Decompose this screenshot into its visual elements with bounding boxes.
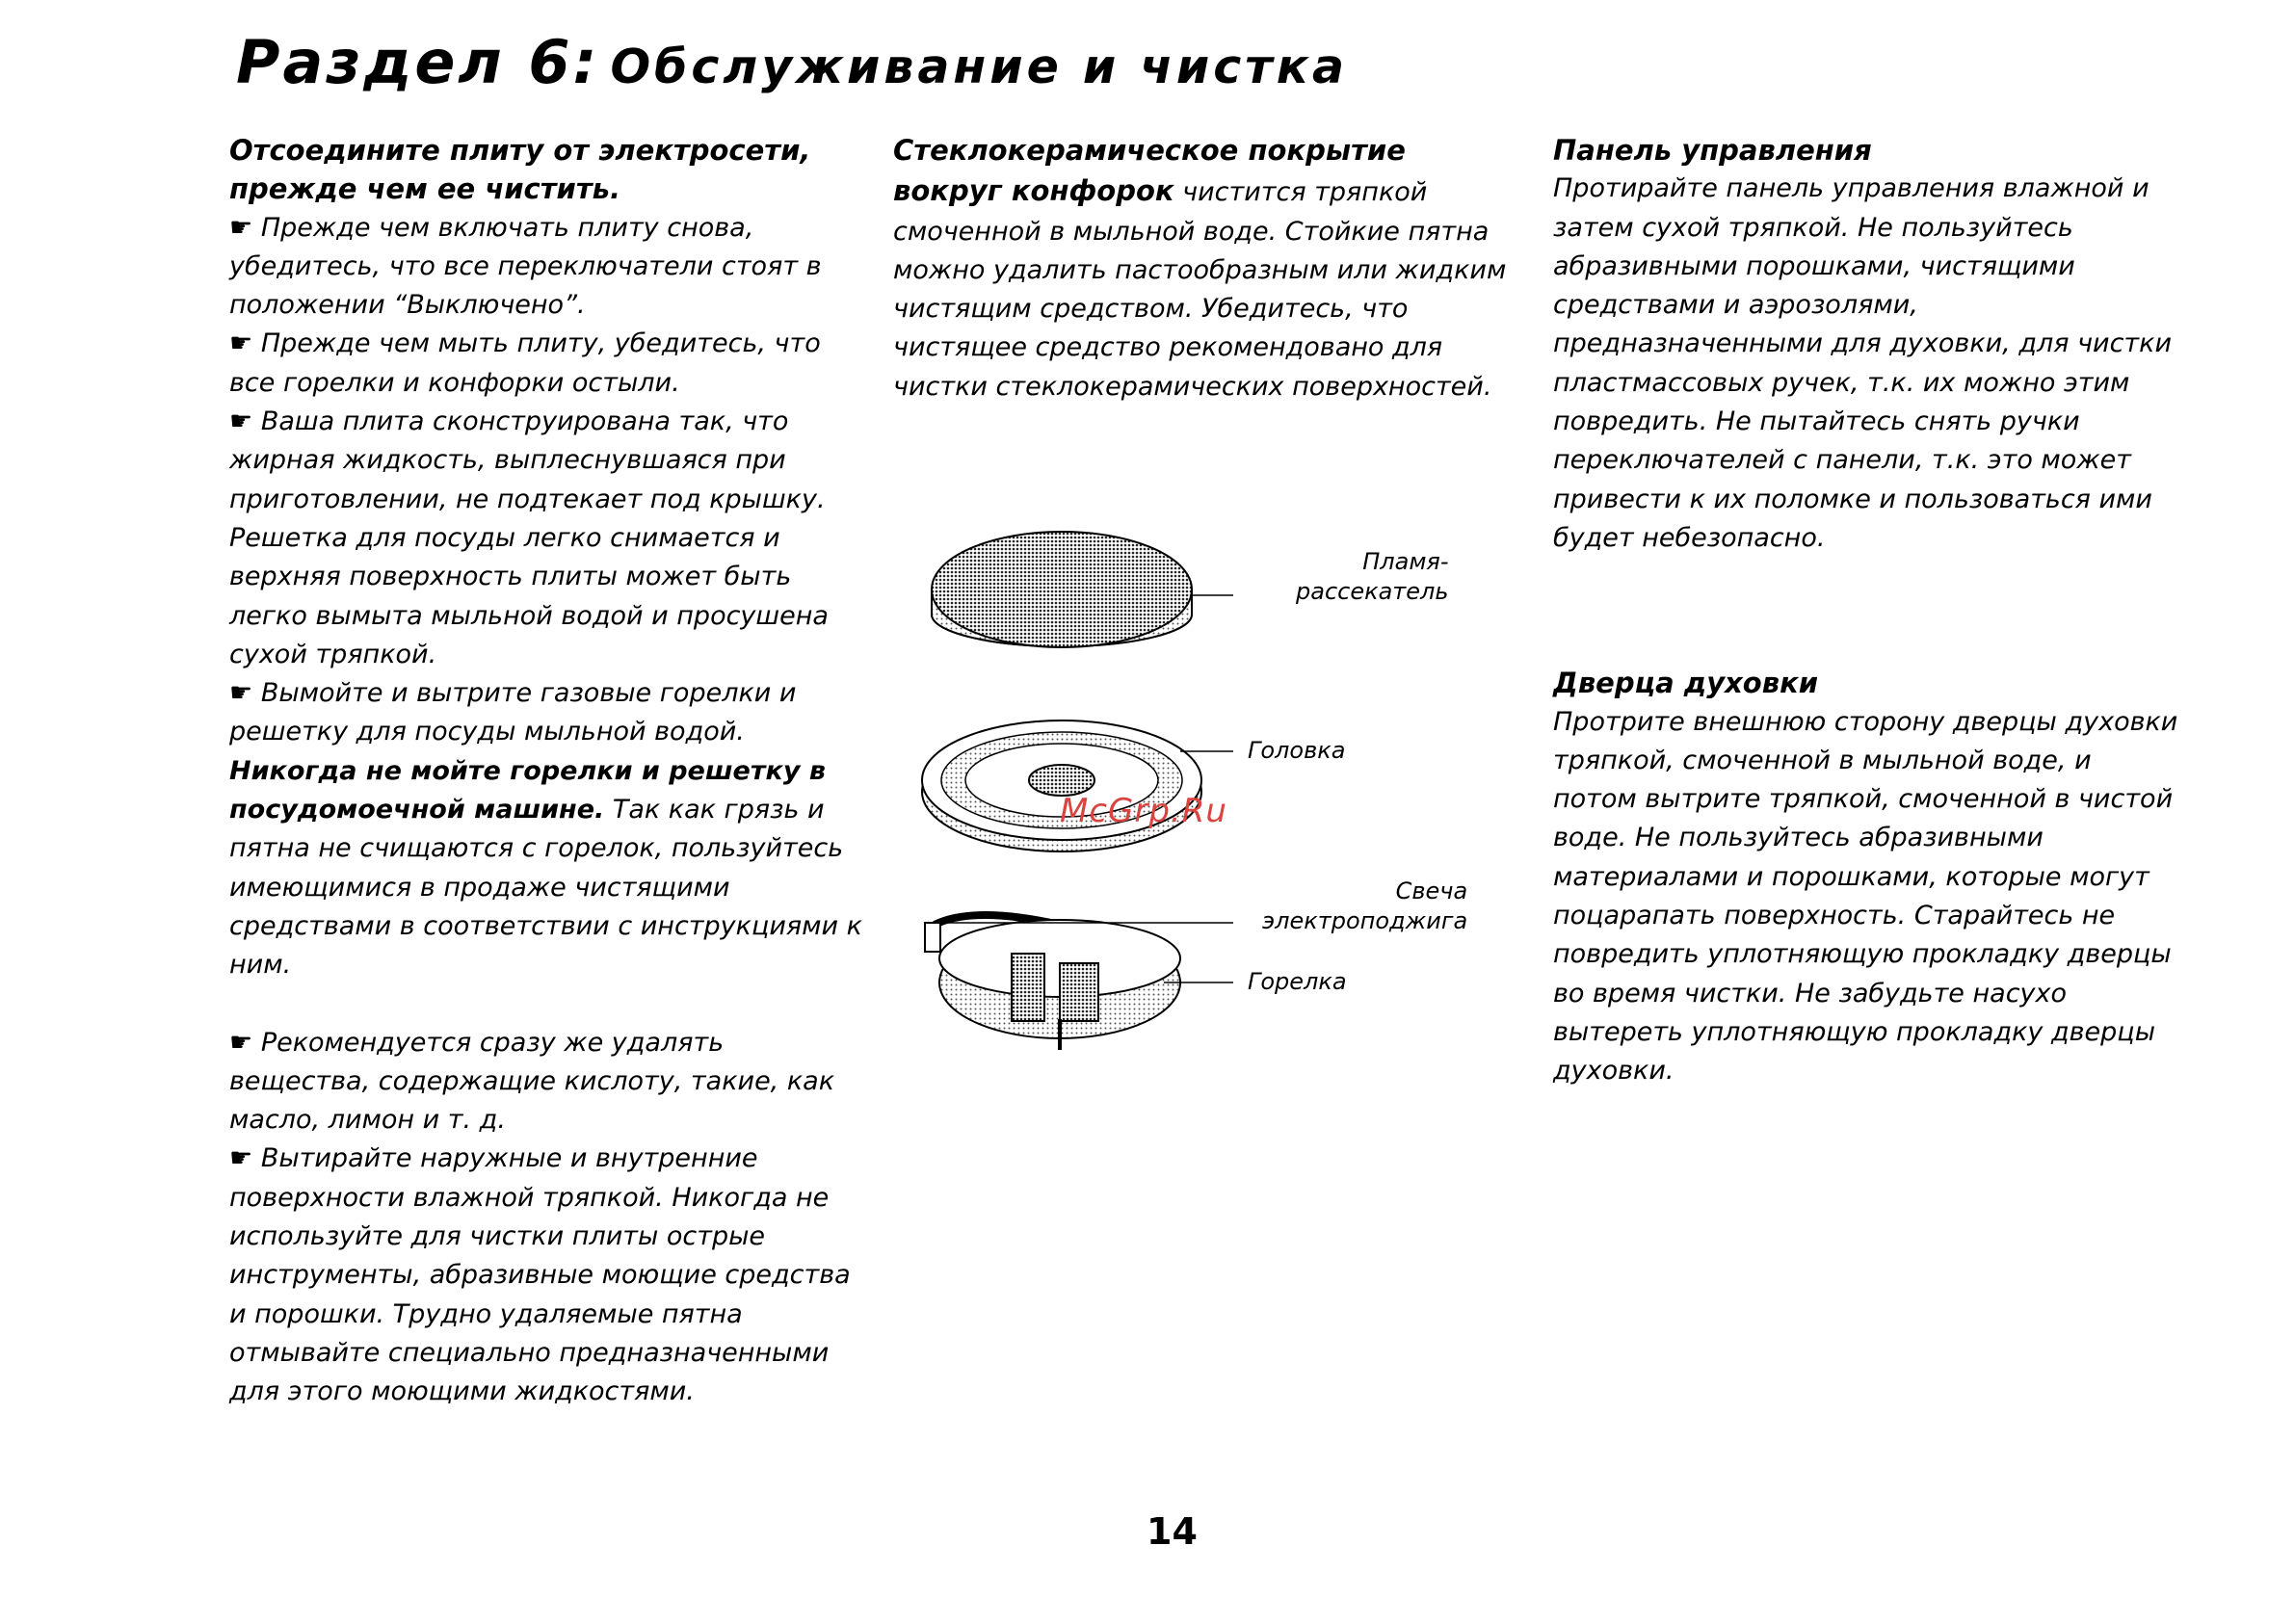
bullet-paragraph: ☛ Ваша плита сконструирована так, что жирная жидкость, выплеснувшаяся при приготовлении, не подтекает под крышку. Решетка для посуды легко снимается и верхняя поверхность плиты может быть легко вымыта мыльной водой и просушена сухой тряпкой.	[229, 406, 829, 669]
hand-pointing-icon: ☛	[229, 678, 253, 709]
left-column	[229, 131, 865, 1412]
head-label: Головка	[1248, 737, 1346, 764]
panel-heading: Панель управления	[1553, 134, 1872, 167]
page-number: 14	[1147, 1510, 1198, 1553]
burner-diagram	[915, 520, 1493, 1060]
bullet-paragraph: ☛ Прежде чем включать плиту снова, убедитесь, что все переключатели стоят в положении “Выключено”.	[229, 212, 822, 321]
bullet-paragraph: ☛ Рекомендуется сразу же удалять вещества, содержащие кислоту, такие, как масло, лимон и т. д.	[229, 1027, 835, 1136]
left-heading: Отсоедините плиту от электросети, прежде чем ее чистить.	[229, 134, 811, 206]
right-column	[1553, 131, 2179, 1091]
watermark: McGrp.Ru	[1060, 792, 1227, 830]
bullet-paragraph: ☛ Прежде чем мыть плиту, убедитесь, что все горелки и конфорки остыли.	[229, 328, 821, 398]
page-title	[236, 27, 1348, 97]
ceramic-heading: Стеклокерамическое покрытие вокруг конфорок	[893, 134, 1406, 208]
flame-spreader-label: Пламя- рассекатель	[1296, 548, 1449, 605]
ignition-label: Свеча электроподжига	[1262, 877, 1468, 934]
hand-pointing-icon: ☛	[229, 1143, 253, 1174]
bullet-paragraph: ☛ Вымойте и вытрите газовые горелки и решетку для посуды мыльной водой. Никогда не мойте горелки и решетку в посудомоечной машине. Так как грязь и пятна не счищаются с горелок, пользуйтесь имеющимися в продаже чистящими средствами в соответствии с инструкциями к ним.	[229, 678, 862, 981]
middle-column	[893, 131, 1519, 406]
door-heading: Дверца духовки	[1553, 667, 1819, 700]
section-number: Раздел 6:	[236, 27, 600, 97]
hand-pointing-icon: ☛	[229, 212, 253, 243]
section-subtitle: Обслуживание и чистка	[610, 39, 1349, 94]
ceramic-paragraph: Стеклокерамическое покрытие вокруг конфорок чистится тряпкой смоченной в мыльной воде. Стойкие пятна можно удалить пастообразным или жидким чистящим средством. Убедитесь, что чистящее средство рекомендовано для чистки стеклокерамических поверхностей.	[893, 134, 1507, 402]
hand-pointing-icon: ☛	[229, 406, 253, 437]
door-text: Протрите внешнюю сторону дверцы духовки тряпкой, смоченной в мыльной воде, и потом вытрите тряпкой, смоченной в чистой воде. Не пользуйтесь абразивными материалами и порошками, которые могут поцарапать поверхность. Старайтесь не повредить уплотняющую прокладку дверцы во время чистки. Не забудьте насухо вытереть уплотняющую прокладку дверцы духовки.	[1553, 706, 2178, 1087]
burner-label: Горелка	[1248, 968, 1347, 995]
burner-head-part	[922, 720, 1201, 851]
bullet-paragraph: ☛ Вытирайте наружные и внутренние поверхности влажной тряпкой. Никогда не используйте для чистки плиты острые инструменты, абразивные моющие средства и порошки. Трудно удаляемые пятна отмывайте специально предназначенными для этого моющими жидкостями.	[229, 1143, 851, 1407]
hand-pointing-icon: ☛	[229, 328, 253, 359]
warning-text: Никогда не мойте горелки и решетку в посудомоечной машине.	[229, 755, 826, 825]
burner-base-part	[925, 915, 1180, 1050]
hand-pointing-icon: ☛	[229, 1027, 253, 1058]
panel-text: Протирайте панель управления влажной и затем сухой тряпкой. Не пользуйтесь абразивными порошками, чистящими средствами и аэрозолями, предназначенными для духовки, для чистки пластмассовых ручек, т.к. их можно этим повредить. Не пытайтесь снять ручки переключателей с панели, т.к. это может привести к их поломке и пользоваться ими будет небезопасно.	[1553, 173, 2173, 553]
flame-spreader-part	[932, 532, 1192, 647]
